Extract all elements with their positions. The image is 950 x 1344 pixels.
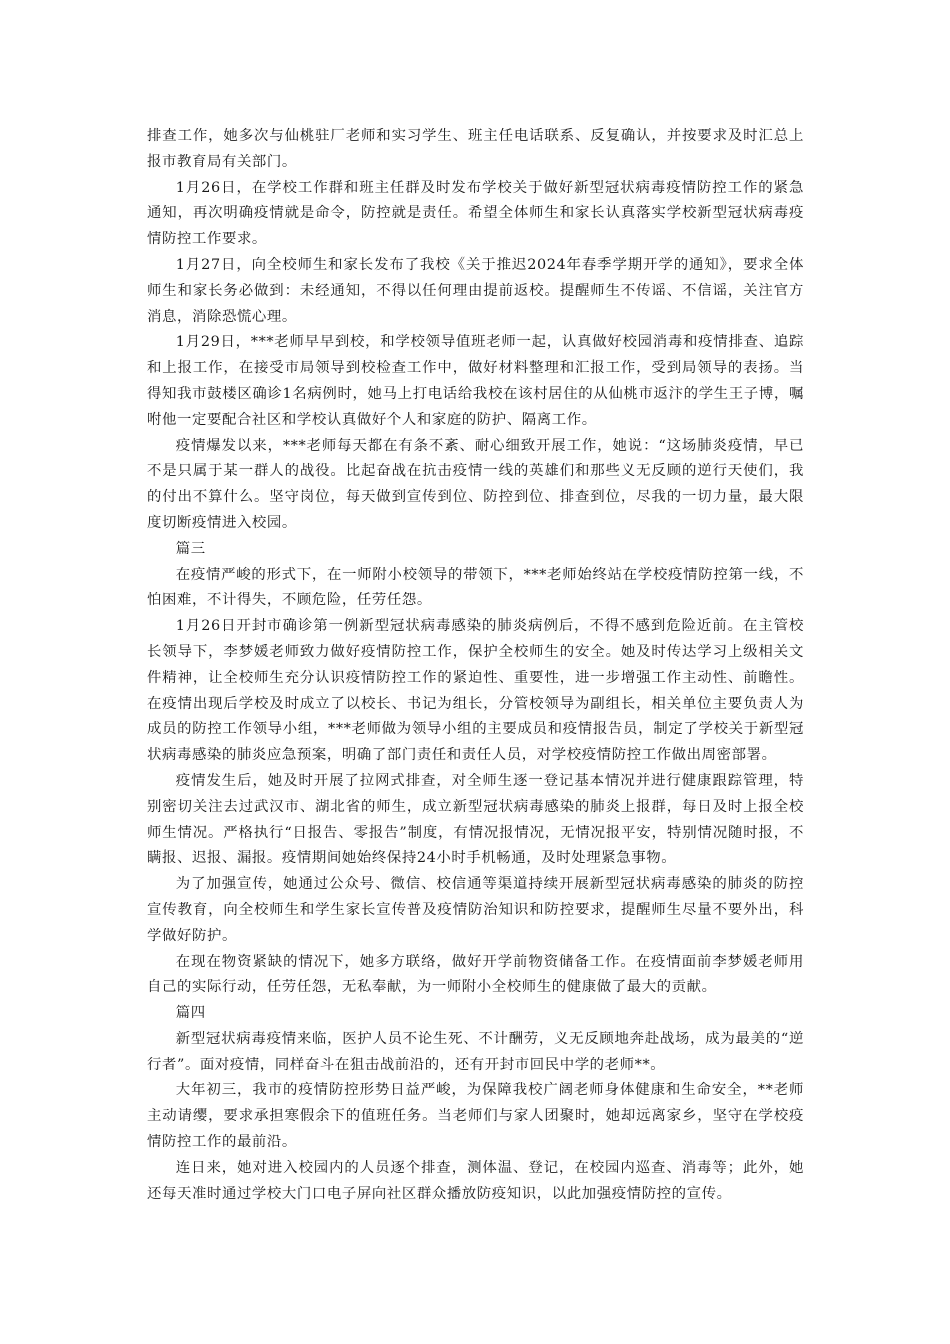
paragraph: 在现在物资紧缺的情况下，她多方联络，做好开学前物资储备工作。在疫情面前李梦媛老师用自己的实际行动，任劳任怨，无私奉献，为一师附小全校师生的健康做了最大的贡献。 (147, 953, 804, 996)
paragraph: 疫情爆发以来，***老师每天都在有条不紊、耐心细致开展工作，她说：“这场肺炎疫情，早已不是只属于某一群人的战役。比起奋战在抗击疫情一线的英雄们和那些义无反顾的逆行天使们，我的付出不算什么。坚守岗位，每天做到宣传到位、防控到位、排查到位，尽我的一切力量，最大限度切断疫情进入校园。 (147, 437, 804, 531)
paragraph: 1月29日，***老师早早到校，和学校领导值班老师一起，认真做好校园消毒和疫情排查、追踪和上报工作，在接受市局领导到校检查工作中，做好材料整理和汇报工作，受到局领导的表扬。当得知我市鼓楼区确诊1名病例时，她马上打电话给我校在该村居住的从仙桃市返汴的学生王子博，嘱咐他一定要配合社区和学校认真做好个人和家庭的防护、隔离工作。 (147, 334, 804, 428)
paragraph: 排查工作，她多次与仙桃驻厂老师和实习学生、班主任电话联系、反复确认，并按要求及时汇总上报市教育局有关部门。 (147, 128, 804, 170)
paragraph: 大年初三，我市的疫情防控形势日益严峻，为保障我校广阔老师身体健康和生命安全，**老师主动请缨，要求承担寒假余下的值班任务。当老师们与家人团聚时，她却远离家乡，坚守在学校疫情防控工作的最前沿。 (147, 1082, 804, 1151)
document-page (147, 124, 804, 1207)
section-heading: 篇三 (175, 540, 206, 557)
paragraph: 新型冠状病毒疫情来临，医护人员不论生死、不计酬劳，义无反顾地奔赴战场，成为最美的“逆行者”。面对疫情，同样奋斗在狙击战前沿的，还有开封市回民中学的老师**。 (147, 1030, 804, 1073)
paragraph: 连日来，她对进入校园内的人员逐个排查，测体温、登记，在校园内巡查、消毒等；此外，她还每天准时通过学校大门口电子屏向社区群众播放防疫知识，以此加强疫情防控的宣传。 (147, 1159, 804, 1202)
paragraph: 1月27日，向全校师生和家长发布了我校《关于推迟2024年春季学期开学的通知》，要求全体师生和家长务必做到：未经通知，不得以任何理由提前返校。提醒师生不传谣、不信谣，关注官方消息，消除恐慌心理。 (147, 256, 804, 325)
paragraph: 在疫情严峻的形式下，在一师附小校领导的带领下，***老师始终站在学校疫情防控第一线，不怕困难，不计得失，不顾危险，任劳任怨。 (147, 566, 804, 609)
section-heading: 篇四 (175, 1005, 206, 1022)
paragraph: 疫情发生后，她及时开展了拉网式排查，对全师生逐一登记基本情况并进行健康跟踪管理，特别密切关注去过武汉市、湖北省的师生，成立新型冠状病毒感染的肺炎上报群，每日及时上报全校师生情况。严格执行“日报告、零报告”制度，有情况报情况，无情况报平安，特别情况随时报，不瞒报、迟报、漏报。疫情期间她始终保持24小时手机畅通，及时处理紧急事物。 (147, 772, 804, 867)
paragraph: 为了加强宣传，她通过公众号、微信、校信通等渠道持续开展新型冠状病毒感染的肺炎的防控宣传教育，向全校师生和学生家长宣传普及疫情防治知识和防控要求，提醒师生尽量不要外出，科学做好防护。 (147, 876, 804, 944)
paragraph: 1月26日，在学校工作群和班主任群及时发布学校关于做好新型冠状病毒疫情防控工作的紧急通知，再次明确疫情就是命令，防控就是责任。希望全体师生和家长认真落实学校新型冠状病毒疫情防控工作要求。 (147, 179, 804, 248)
paragraph: 1月26日开封市确诊第一例新型冠状病毒感染的肺炎病例后，不得不感到危险近前。在主管校长领导下，李梦媛老师致力做好疫情防控工作，保护全校师生的安全。她及时传达学习上级相关文件精神，让全校师生充分认识疫情防控工作的紧迫性、重要性，进一步增强工作主动性、前瞻性。在疫情出现后学校及时成立了以校长、书记为组长，分管校领导为副组长，相关单位主要负责人为成员的防控工作领导小组，***老师做为领导小组的主要成员和疫情报告员，制定了学校关于新型冠状病毒感染的肺炎应急预案，明确了部门责任和责任人员，对学校疫情防控工作做出周密部署。 (147, 618, 804, 764)
